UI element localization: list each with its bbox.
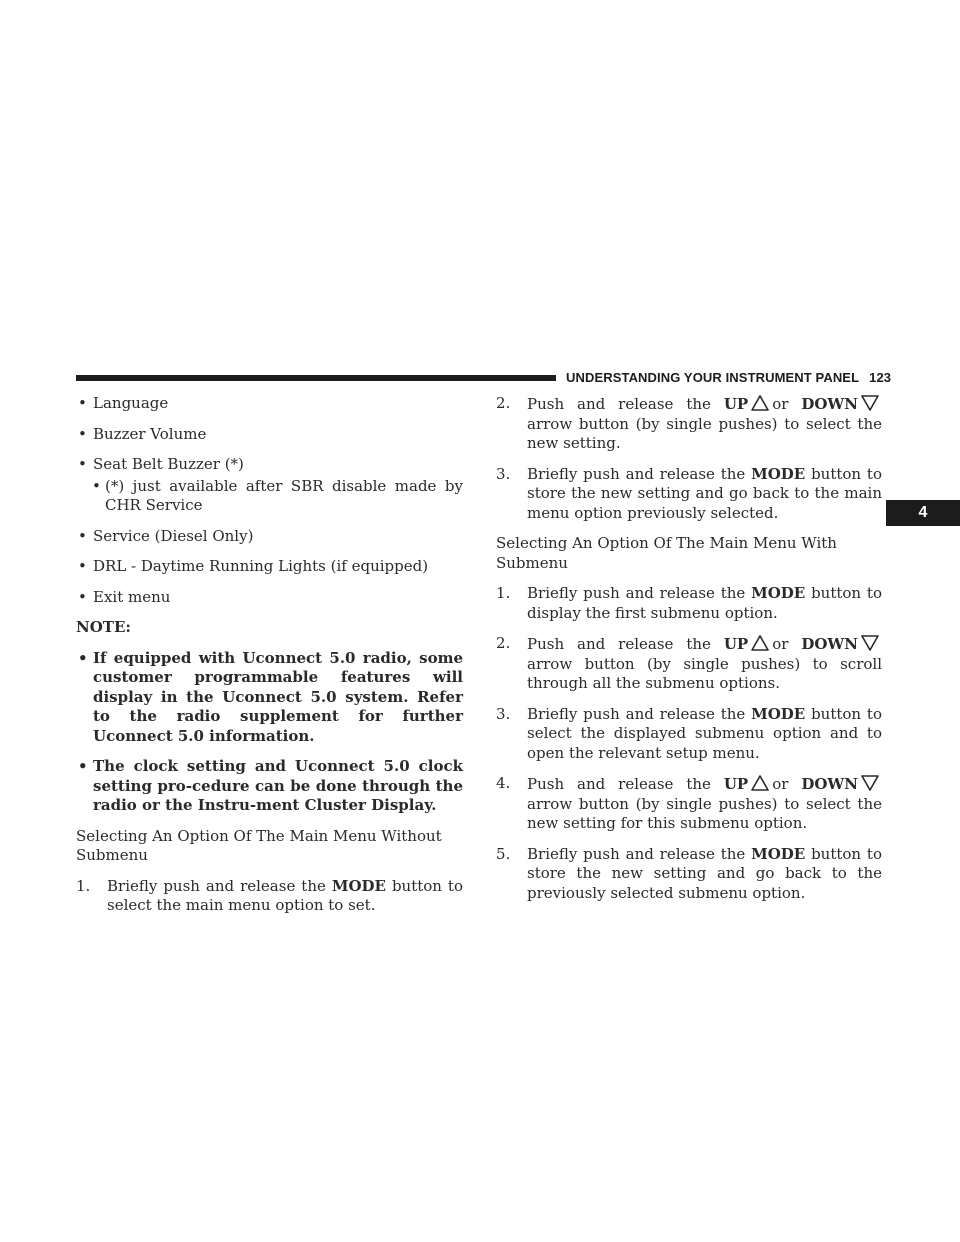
- page-number: 123: [869, 370, 892, 385]
- right-column: [496, 394, 882, 914]
- list-item: • Seat Belt Buzzer (*): [78, 455, 244, 473]
- step-item: 2. Push and release the UP or DOWNarrow button (by single pushes) to select the new setting.: [496, 394, 882, 452]
- section-heading-without-submenu: Selecting An Option Of The Main Menu Without Submenu: [76, 826, 442, 864]
- section-title: UNDERSTANDING YOUR INSTRUMENT PANEL: [566, 370, 860, 385]
- step-item: 4. Push and release the UP or DOWNarrow button (by single pushes) to select the new setting for this submenu option.: [496, 774, 882, 832]
- step-item: 3. Briefly push and release the MODE button to select the displayed submenu option and to open the relevant setup menu.: [496, 704, 882, 762]
- note-label: NOTE:: [76, 618, 131, 636]
- down-arrow-icon: [860, 634, 880, 652]
- list-item: • DRL - Daytime Running Lights (if equipped): [78, 557, 429, 575]
- up-arrow-icon: [750, 774, 770, 792]
- left-column: [76, 394, 463, 927]
- step-item: 1. Briefly push and release the MODE button to select the main menu option to set.: [76, 876, 463, 914]
- chapter-tab: 4: [886, 500, 960, 526]
- list-item: • Exit menu: [78, 587, 171, 606]
- up-arrow-icon: [750, 394, 770, 412]
- step-item: 1. Briefly push and release the MODE button to display the first submenu option.: [496, 584, 882, 622]
- down-arrow-icon: [860, 394, 880, 412]
- step-item: 3. Briefly push and release the MODE button to store the new setting and go back to the main menu option previously selected.: [496, 464, 882, 522]
- step-item: 2. Push and release the UP or DOWNarrow button (by single pushes) to scroll through all the submenu options.: [496, 634, 882, 692]
- list-item: • Service (Diesel Only): [78, 526, 254, 545]
- running-header: [566, 370, 894, 385]
- sub-list-item: • (*) just available after SBR disable made by CHR Service: [92, 476, 463, 514]
- section-heading-with-submenu: Selecting An Option Of The Main Menu With Submenu: [496, 534, 837, 572]
- header-rule: [76, 375, 556, 381]
- step-item: 5. Briefly push and release the MODE button to store the new setting and go back to the previously selected submenu option.: [496, 844, 882, 902]
- down-arrow-icon: [860, 774, 880, 792]
- list-item: • Language: [78, 394, 169, 412]
- note-item: • If equipped with Uconnect 5.0 radio, some customer programmable features will display in the Uconnect 5.0 system. Refer to the radio supplement for further Uconnect 5.0 information.: [78, 648, 463, 745]
- up-arrow-icon: [750, 634, 770, 652]
- list-item: • Buzzer Volume: [78, 424, 207, 443]
- note-item: • The clock setting and Uconnect 5.0 clock setting pro-cedure can be done through the radio or the Instru-ment Cluster Display.: [78, 757, 463, 814]
